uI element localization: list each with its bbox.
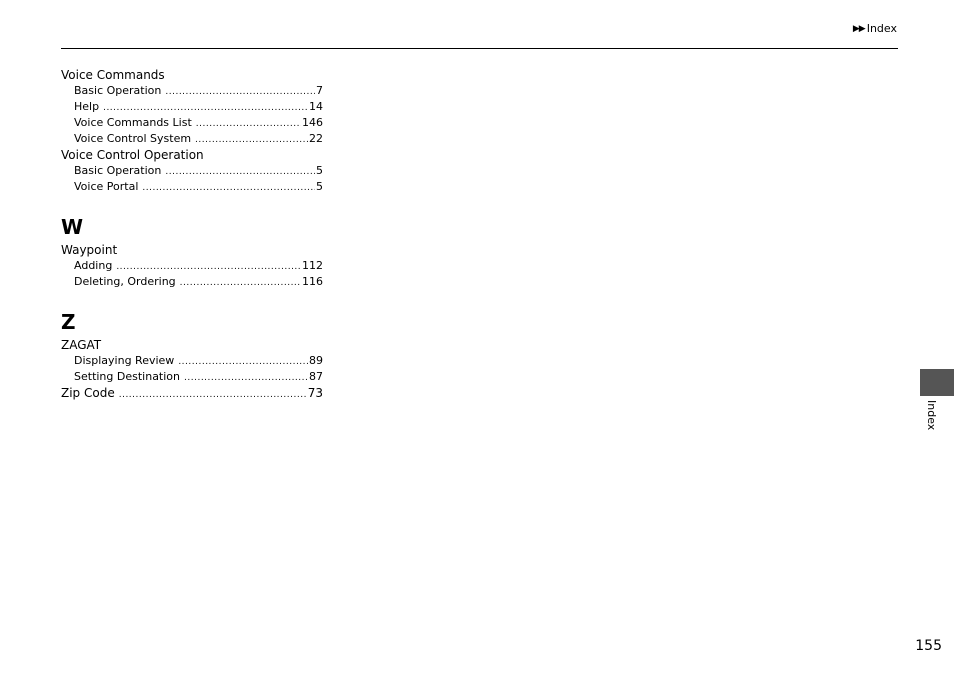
- index-subentry[interactable]: [61, 131, 323, 147]
- index-entry[interactable]: [61, 67, 323, 83]
- index-entry-label: Waypoint: [61, 243, 118, 257]
- index-subentry-label: Displaying Review: [74, 354, 175, 367]
- index-side-tab[interactable]: [920, 369, 954, 396]
- index-entry[interactable]: [61, 242, 323, 258]
- index-subentry[interactable]: [61, 83, 323, 99]
- index-subentry-page[interactable]: 5: [316, 180, 323, 193]
- index-subentry[interactable]: [61, 353, 323, 369]
- index-subentry[interactable]: [61, 115, 323, 131]
- double-arrow-icon: ▶▶: [852, 24, 865, 34]
- dot-leader: [165, 84, 315, 100]
- index-entry[interactable]: [61, 337, 323, 353]
- index-subentry-label: Basic Operation: [74, 164, 162, 177]
- index-subentry-label: Help: [74, 100, 100, 113]
- index-subentry[interactable]: [61, 99, 323, 115]
- index-subentry-label: Deleting, Ordering: [74, 275, 176, 288]
- section-letter-z: Z: [61, 310, 76, 334]
- index-subentry[interactable]: [61, 258, 323, 274]
- breadcrumb-label[interactable]: Index: [866, 22, 897, 35]
- index-entry-label: Zip Code: [61, 386, 115, 400]
- dot-leader: [195, 132, 308, 148]
- index-subentry-page[interactable]: 5: [316, 164, 323, 177]
- breadcrumb: [853, 22, 897, 36]
- index-subentry-label: Setting Destination: [74, 370, 181, 383]
- dot-leader: [165, 164, 315, 180]
- index-subentry[interactable]: [61, 179, 323, 195]
- index-entry-label: Voice Control Operation: [61, 148, 204, 162]
- dot-leader: [196, 116, 301, 132]
- dot-leader: [178, 354, 308, 370]
- index-subentry-label: Basic Operation: [74, 84, 162, 97]
- page-number: 155: [915, 638, 942, 654]
- index-subentry-page[interactable]: 22: [309, 132, 323, 145]
- index-subentry-label: Voice Commands List: [74, 116, 192, 129]
- index-subentry-page[interactable]: 89: [309, 354, 323, 367]
- index-subentry-page[interactable]: 112: [302, 259, 323, 272]
- index-entry-label: Voice Commands: [61, 68, 165, 82]
- index-subentry-label: Voice Portal: [74, 180, 139, 193]
- index-entry[interactable]: [61, 385, 323, 401]
- index-subentry-page[interactable]: 116: [302, 275, 323, 288]
- section-letter-w: W: [61, 215, 84, 239]
- dot-leader: [103, 100, 308, 116]
- index-column: [61, 67, 323, 401]
- dot-leader: [180, 275, 301, 291]
- index-entry-page[interactable]: 73: [307, 386, 323, 400]
- header-divider: [61, 48, 898, 49]
- index-subentry-label: Adding: [74, 259, 113, 272]
- index-subentry-page[interactable]: 14: [309, 100, 323, 113]
- index-subentry[interactable]: [61, 369, 323, 385]
- index-entry[interactable]: [61, 147, 323, 163]
- index-subentry-page[interactable]: 87: [309, 370, 323, 383]
- index-subentry-page[interactable]: 7: [316, 84, 323, 97]
- index-subentry[interactable]: [61, 163, 323, 179]
- index-subentry-label: Voice Control System: [74, 132, 192, 145]
- index-subentry[interactable]: [61, 274, 323, 290]
- dot-leader: [116, 259, 301, 275]
- dot-leader: [119, 387, 307, 403]
- index-entry-label: ZAGAT: [61, 338, 102, 352]
- dot-leader: [184, 370, 308, 386]
- side-tab-label: Index: [925, 400, 938, 431]
- index-subentry-page[interactable]: 146: [302, 116, 323, 129]
- dot-leader: [142, 180, 315, 196]
